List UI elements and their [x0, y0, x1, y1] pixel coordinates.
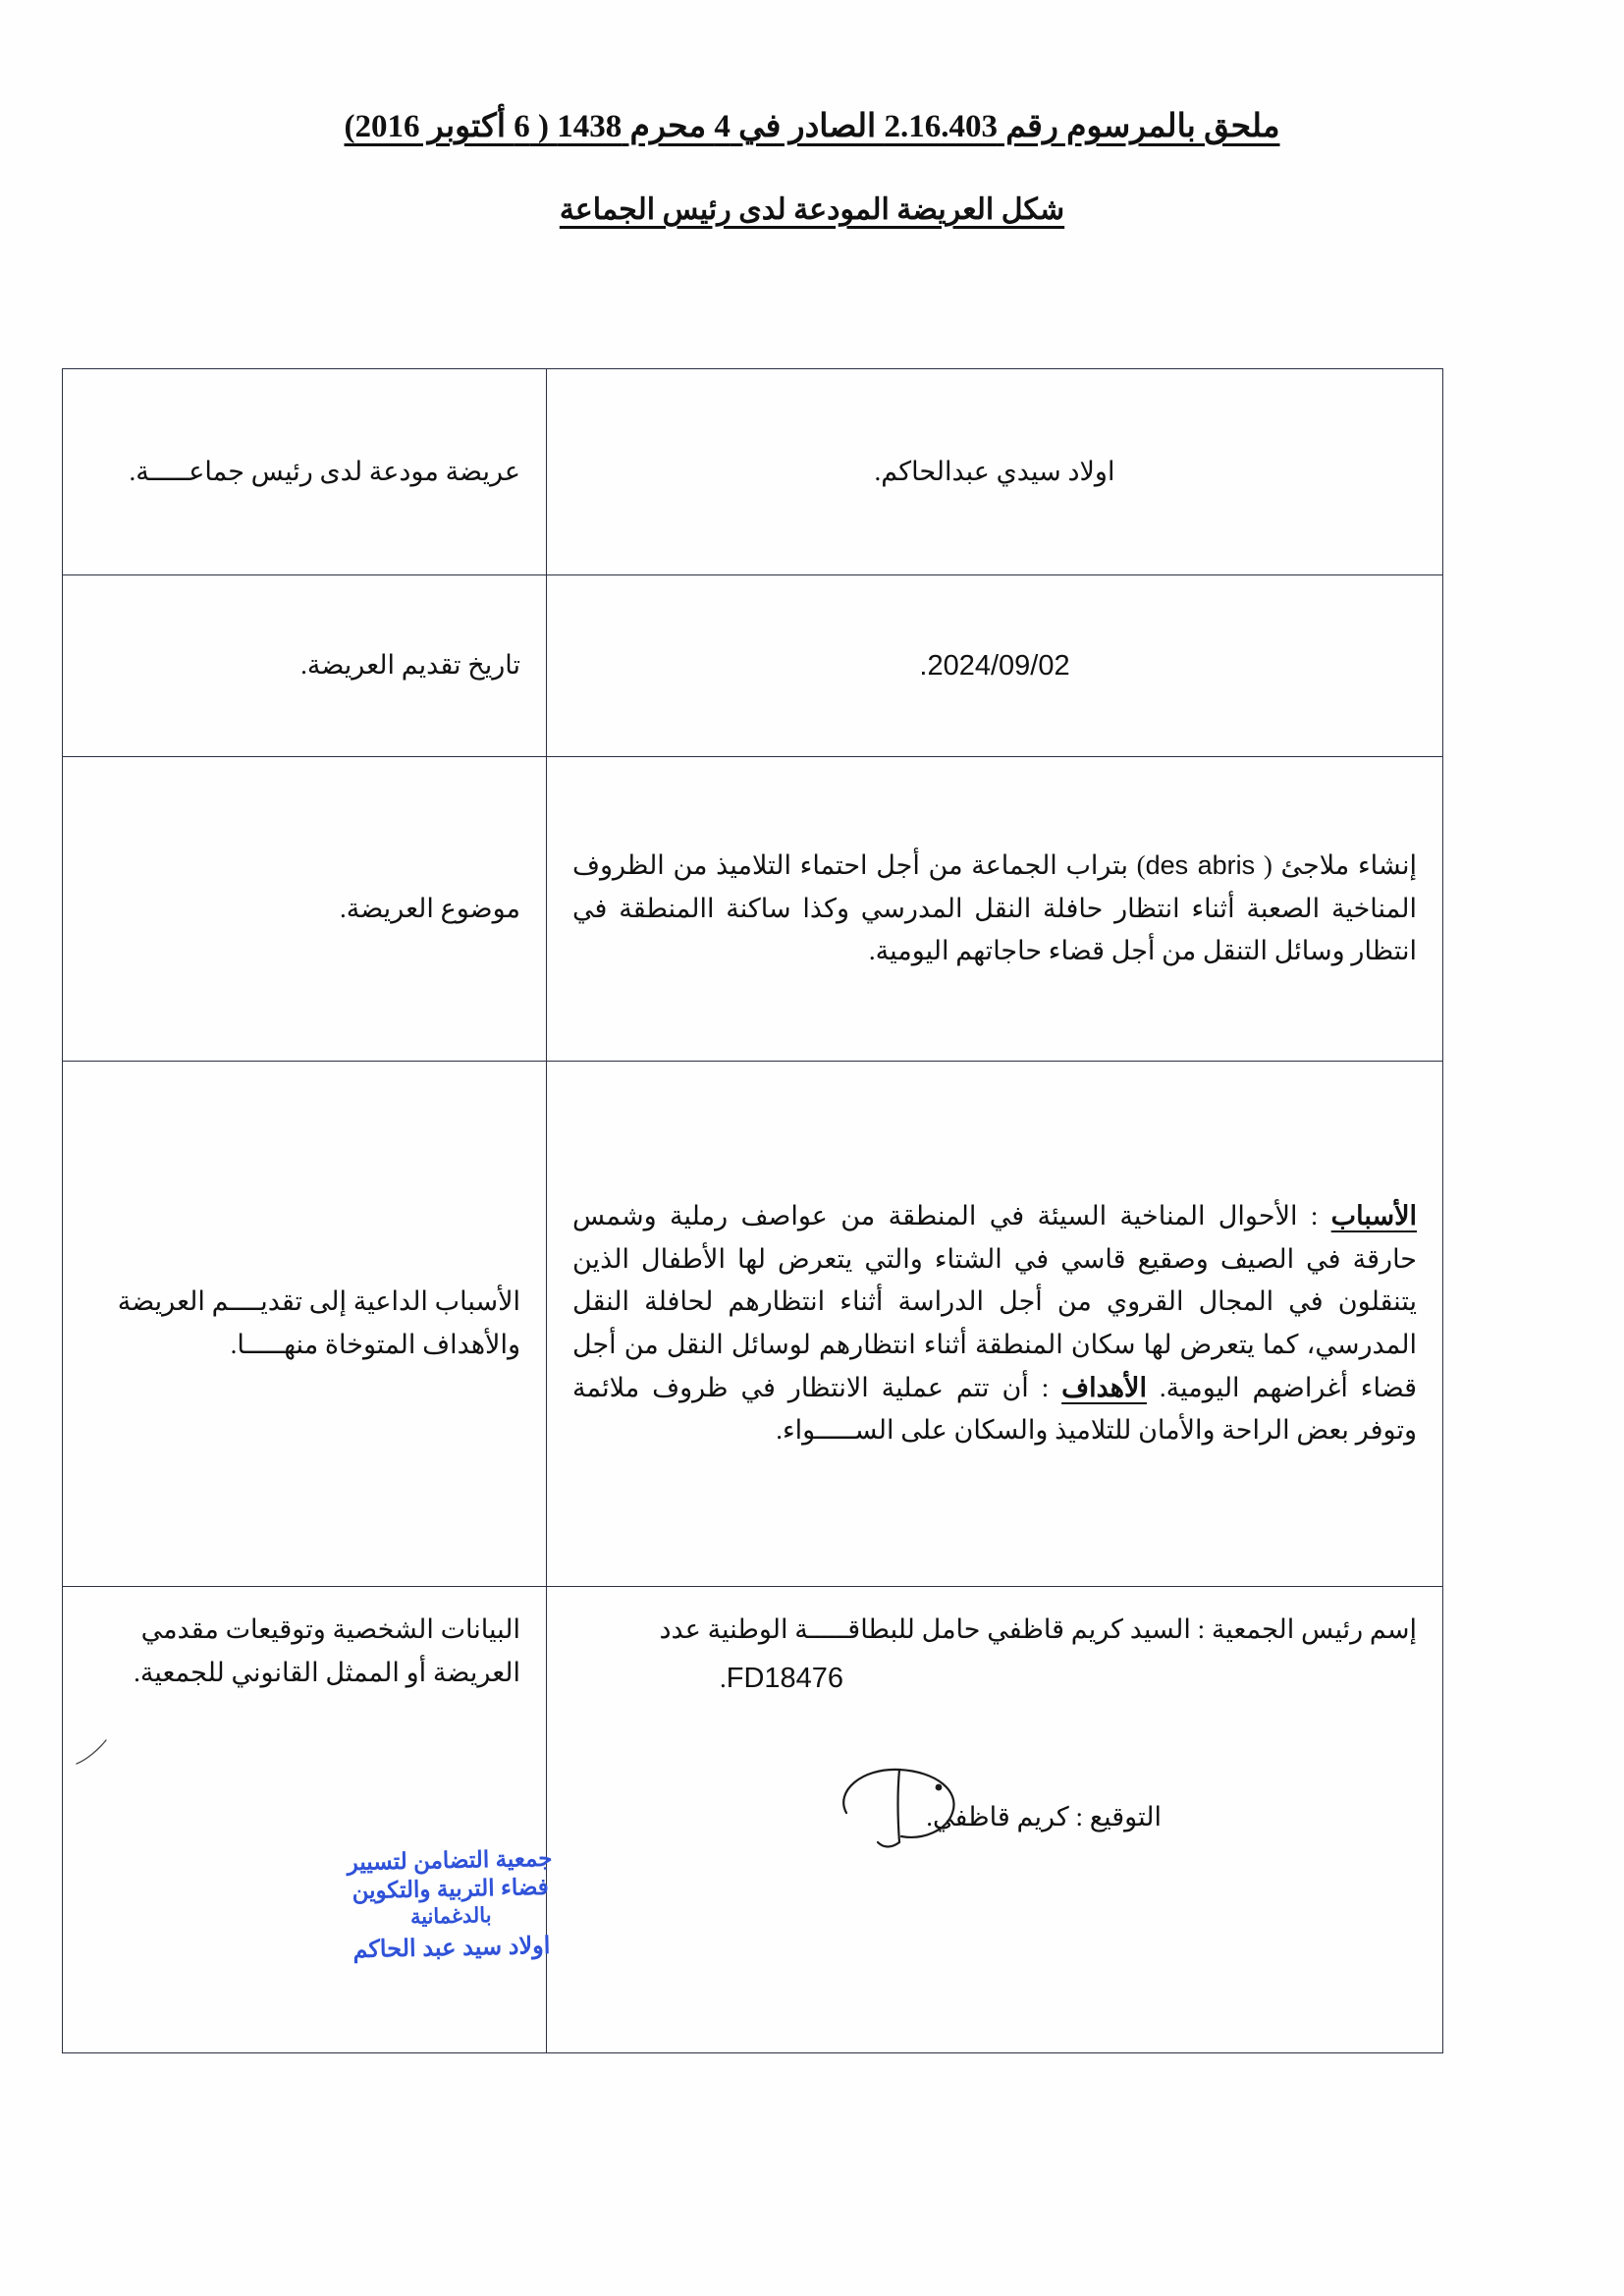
- national-id-suffix: .: [720, 1663, 727, 1693]
- commune-value: اولاد سيدي عبدالحاكم.: [874, 456, 1115, 486]
- page-subtitle-text: شكل العريضة المودعة لدى رئيس الجماعة: [559, 193, 1065, 226]
- stamp-line-1: جمعية التضامن لتسيير: [347, 1844, 553, 1876]
- president-name-line: [572, 1609, 1417, 1652]
- stamp-line-4: اولاد سيد عبد الحاكم: [352, 1932, 551, 1963]
- date-label-cell: [63, 575, 547, 757]
- goals-keyword: الأهداف: [1061, 1372, 1147, 1402]
- page-title: [0, 106, 1624, 145]
- goals-text: : أن تتم عملية الانتظار في ظروف ملائمة وتوفر بعض الراحة والأمان للتلاميذ والسكان على الســـــواء.: [572, 1372, 1417, 1446]
- subject-value-cell: [547, 757, 1443, 1062]
- subject-text-latin: des abris: [1145, 849, 1256, 880]
- president-name-text: إسم رئيس الجمعية : السيد كريم قاظفي حامل للبطاقـــــة الوطنية عدد: [659, 1614, 1417, 1644]
- reasons-keyword: الأسباب: [1330, 1200, 1417, 1230]
- signature-label: البيانات الشخصية وتوقيعات مقدمي العريضة أو الممثل القانوني للجمعية.: [134, 1614, 520, 1687]
- national-id-number: FD18476: [726, 1662, 844, 1694]
- date-value-cell: [547, 575, 1443, 757]
- reasons-value-cell: [547, 1062, 1443, 1587]
- stamp-line-3: بالدغمانية: [409, 1904, 492, 1929]
- table-row-reasons: [63, 1062, 1443, 1587]
- signature-label-cell: [63, 1587, 547, 2053]
- reasons-label: الأسباب الداعية إلى تقديــــم العريضة والأهداف المتوخاة منهـــــا.: [117, 1286, 520, 1359]
- petition-form-table: [62, 368, 1443, 2053]
- commune-label: عريضة مودعة لدى رئيس جماعـــــة.: [129, 456, 520, 486]
- table-row-date: [63, 575, 1443, 757]
- date-value: 2024/09/02.: [919, 649, 1070, 682]
- subject-text-after: ) بتراب الجماعة من أجل احتماء التلاميذ من الظروف المناخية الصعبة أثناء انتظار حافلة النقل المدرسي وكذا ساكنة االمنطقة في انتظار وسائل التنقل من أجل قضاء حاجاتهم اليومية.: [572, 849, 1417, 966]
- stamp-line-2: فضاء التربية والتكوين: [352, 1874, 550, 1904]
- subject-label: موضوع العريضة.: [340, 893, 520, 923]
- page-title-text: ملحق بالمرسوم رقم 2.16.403 الصادر في 4 محرم 1438 ( 6 أكتوبر 2016): [344, 109, 1280, 144]
- table-row-signatures: [63, 1587, 1443, 2053]
- subject-text-before: إنشاء ملاجئ (: [1255, 849, 1417, 880]
- date-label: تاريخ تقديم العريضة.: [300, 650, 520, 681]
- table-row-subject: [63, 757, 1443, 1062]
- reasons-label-cell: [63, 1062, 547, 1587]
- signature-line: [572, 1796, 1417, 1839]
- reasons-text: : الأحوال المناخية السيئة في المنطقة من عواصف رملية وشمس حارقة في الصيف وصقيع قاسي في الشتاء والتي يتعرض لها الأطفال الذين يتنقلون في المجال القروي من أجل الدراسة أثناء انتظارهم لحافلة النقل المدرسي، كما يتعرض لها سكان المنطقة أثناء انتظارهم لوسائل النقل من أجل قضاء أغراضهم اليومية.: [572, 1200, 1418, 1402]
- signature-value-cell: [547, 1587, 1443, 2053]
- table-row-commune: [63, 369, 1443, 575]
- subject-label-cell: [63, 757, 547, 1062]
- commune-value-cell: [547, 369, 1443, 575]
- national-id-line: [572, 1656, 1417, 1702]
- signature-text: التوقيع : كريم قاظفي.: [926, 1801, 1162, 1831]
- commune-label-cell: [63, 369, 547, 575]
- page-subtitle: [0, 192, 1624, 227]
